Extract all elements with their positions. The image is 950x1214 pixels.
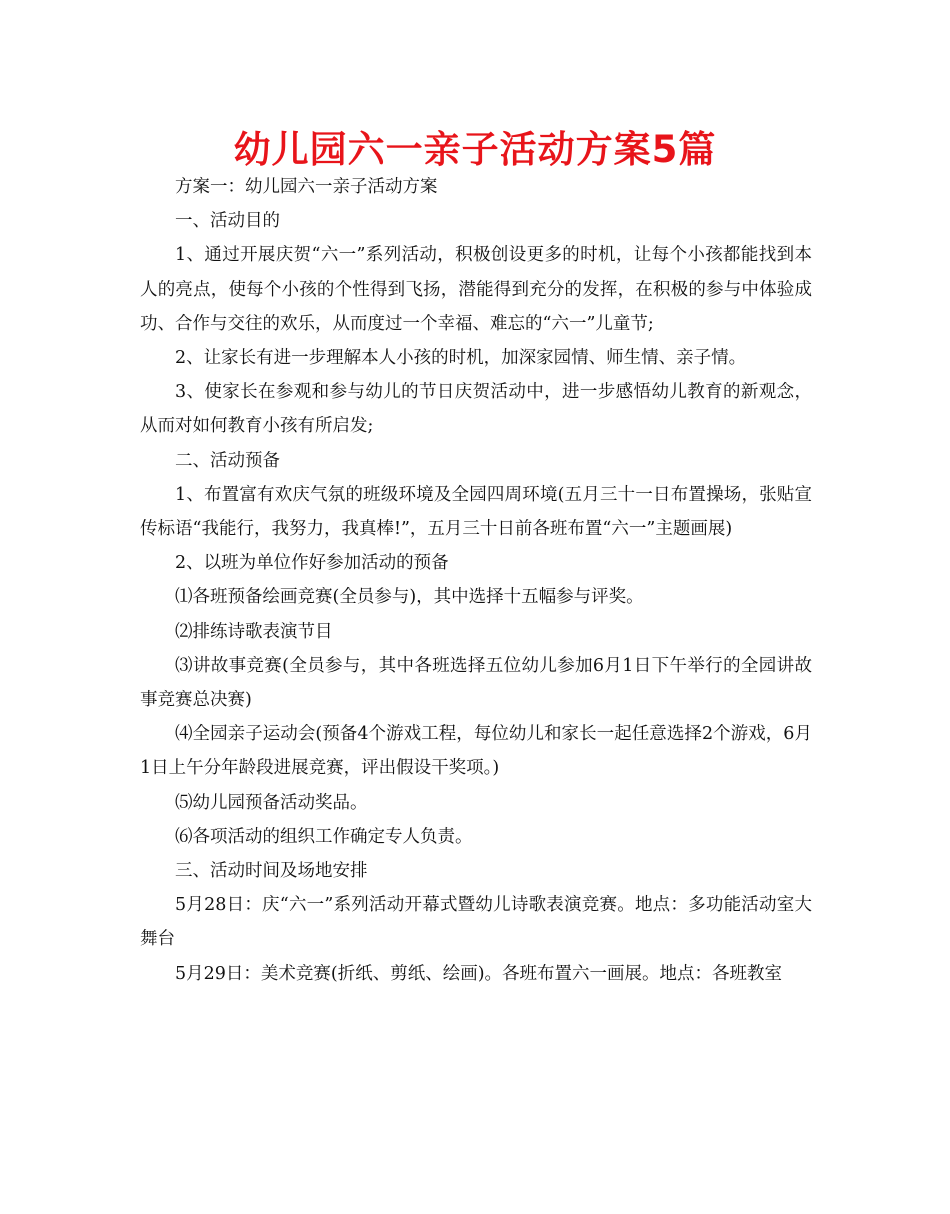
section-heading-preparation: 二、活动预备	[175, 450, 280, 471]
paragraph-preparation-2: 2、以班为单位作好参加活动的预备	[175, 553, 449, 574]
list-item-sports-meet: ⑷全园亲子运动会(预备4个游戏工程，每位幼儿和家长一起任意选择2个游戏，6月1日上午分年龄段进展竞赛，评出假设干奖项。)	[140, 724, 812, 779]
document-body	[140, 170, 812, 991]
list-item-storytelling: ⑶讲故事竞赛(全员参与，其中各班选择五位幼儿参加6月1日下午举行的全园讲故事竞赛总决赛)	[140, 655, 812, 711]
section-heading-schedule: 三、活动时间及场地安排	[175, 861, 368, 882]
list-item-prizes: ⑸幼儿园预备活动奖品。	[175, 792, 368, 813]
list-item-drawing: ⑴各班预备绘画竞赛(全员参与)，其中选择十五幅参与评奖。	[175, 587, 644, 608]
document-title: 幼儿园六一亲子活动方案5篇	[233, 128, 717, 171]
section-heading-purpose: 一、活动目的	[175, 211, 280, 232]
list-item-poetry: ⑵排练诗歌表演节目	[175, 621, 333, 642]
paragraph-preparation-1: 1、布置富有欢庆气氛的班级环境及全园四周环境(五月三十一日布置操场，张贴宣传标语“我能行，我努力，我真棒!”，五月三十日前各班布置“六一”主题画展)	[140, 484, 812, 540]
schedule-item-may-29: 5月29日：美术竞赛(折纸、剪纸、绘画)。各班布置六一画展。地点：各班教室	[175, 963, 783, 984]
schedule-item-may-28: 5月28日：庆“六一”系列活动开幕式暨幼儿诗歌表演竞赛。地点：多功能活动室大舞台	[140, 895, 812, 950]
paragraph-purpose-2: 2、让家长有进一步理解本人小孩的时机，加深家园情、师生情、亲子情。	[175, 348, 747, 369]
list-item-organization: ⑹各项活动的组织工作确定专人负责。	[175, 826, 473, 847]
paragraph-purpose-3: 3、使家长在参观和参与幼儿的节日庆贺活动中，进一步感悟幼儿教育的新观念，从而对如何教育小孩有所启发;	[140, 382, 812, 437]
paragraph-purpose-1: 1、通过开展庆贺“六一”系列活动，积极创设更多的时机，让每个小孩都能找到本人的亮点，使每个小孩的个性得到飞扬，潜能得到充分的发挥，在积极的参与中体验成功、合作与交往的欢乐，从而度过一个幸福、难忘的“六一”儿童节;	[140, 245, 812, 334]
plan-heading: 方案一：幼儿园六一亲子活动方案	[175, 177, 438, 197]
